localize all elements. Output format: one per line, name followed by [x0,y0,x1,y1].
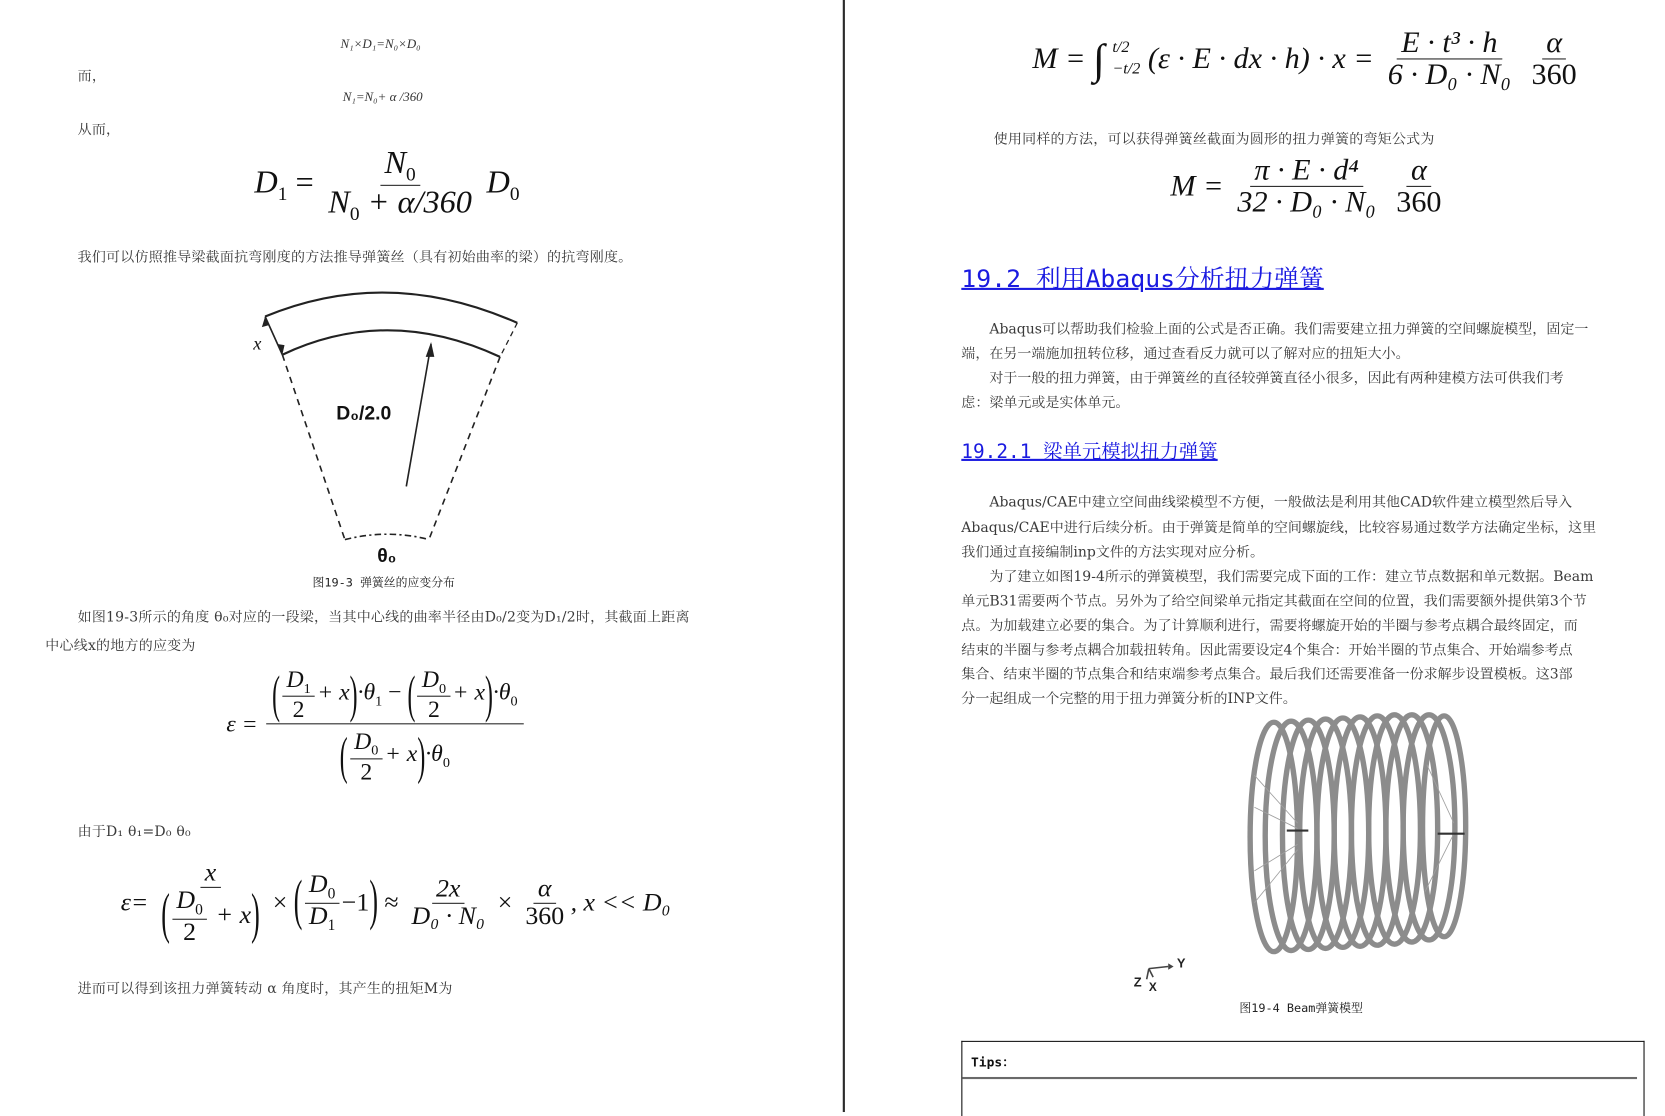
tips-box [961,1041,1644,1116]
paragraph-cae-line3: 我们通过直接编制inp文件的方法实现对应分析。 [961,544,1264,561]
heading-section-19-2[interactable]: 19.2 利用Abaqus分析扭力弹簧 [961,265,1324,294]
paragraph-since: 由于D₁ θ₁=D₀ θ₀ [77,824,191,841]
equation-d1: $D_1$ = $\frac{N_0}{N_0 + \alpha/360}$ $D_0$ [254,145,520,224]
label-x: x [253,333,262,354]
paragraph-cae-line1: Abaqus/CAE中建立空间曲线梁模型不方便，一般做法是利用其他CAD软件建立模型然后导入 [961,494,1573,511]
paragraph-cae-line4: 为了建立如图19-4所示的弹簧模型，我们需要完成下面的工作：建立节点数据和单元数据。Beam [961,569,1594,586]
equation-moment-integral: M = ∫ t/2 −t/2 (ε · E · dx · h) · x = $\frac{\text{E · t³ · h}}{\text{6 · D₀ · N₀}}$ $\frac{\alpha}{360}$ [1032,26,1577,92]
equation-n1d1: N₁×D₁=N₀×D₀ [340,36,421,51]
equation-approx: ε= x ( $\frac{D_0}{2}$ + x) × ( $\frac{D_0}{D_1}$ −1) ≈ $\frac{2x}{\text{D₀ · N₀}}$ × $\frac{\alpha}{360}$ , x << D₀ [120,859,671,947]
paragraph-cae-line8: 集合、结束半圈的节点集合和结束端参考点集合。最后我们还需要准备一份求解步设置模板。这3部 [961,666,1573,683]
right-page [847,0,1665,1112]
text-er: 而， [77,69,107,85]
paragraph-abaqus-line3: 对于一般的扭力弹簧，由于弹簧丝的直径较弹簧直径小很多，因此有两种建模方法可供我们考 [961,370,1564,387]
paragraph-same-method: 使用同样的方法，可以获得弹簧丝截面为圆形的扭力弹簧的弯矩公式为 [993,131,1435,148]
paragraph-cae-line9: 分一起组成一个完整的用于扭力弹簧分析的INP文件。 [961,691,1297,708]
figure-strain-distribution [237,278,539,575]
figure-caption-19-3: 图19-3 弹簧丝的应变分布 [312,575,455,590]
paragraph-abaqus-line1: Abaqus可以帮助我们检验上面的公式是否正确。我们需要建立扭力弹簧的空间螺旋模型，固定一 [961,321,1589,338]
heading-section-19-2-1[interactable]: 19.2.1 梁单元模拟扭力弹簧 [961,440,1218,464]
tips-label: Tips： [971,1054,1016,1070]
paragraph-torque: 进而可以得到该扭力弹簧转动 α 角度时，其产生的扭矩M为 [77,981,453,998]
axis-label-y: Y [1176,955,1186,971]
equation-moment-circular: M = $\frac{\text{π · E · d⁴}}{\text{32 · D₀ · N₀}}$ $\frac{\alpha}{360}$ [1170,154,1442,220]
paragraph-strain-line1: 如图19-3所示的角度 θ₀对应的一段梁，当其中心线的曲率半径由D₀/2变为D₁/2时，其截面上距离 [77,609,690,626]
paragraph-cae-line7: 结束的半圈与参考点耦合加载扭转角。因此需要设定4个集合：开始半圈的节点集合、开始端参考点 [961,642,1573,659]
label-theta0: θ₀ [377,544,397,567]
paragraph-abaqus-line2: 端，在另一端施加扭转位移，通过查看反力就可以了解对应的扭矩大小。 [961,346,1410,363]
paragraph-strain-line2: 中心线x的地方的应变为 [45,638,196,655]
figure-beam-spring-model [1244,712,1470,962]
text-congeer: 从而， [77,122,121,139]
axis-label-z: Z [1133,975,1142,990]
equation-strain: ε = ( $\frac{D_1}{2}$ + $x)\cdot\theta_1$ − ( $\frac{D_0}{2}$ + $x)\cdot\theta_0$ ( $\frac{D_0}{2}$ + $x)\cdot\theta_0$ [226,665,526,784]
paragraph-cae-line5: 单元B31需要两个节点。另外为了给空间梁单元指定其截面在空间的位置，我们需要额外提供第3个节 [961,593,1587,610]
paragraph-abaqus-line4: 虑：梁单元或是实体单元。 [961,395,1130,412]
equation-n1: N₁=N₀+ α /360 [342,89,423,105]
paragraph-cae-line6: 点。为加载建立必要的集合。为了计算顺利进行，需要将螺旋开始的半圈与参考点耦合最终固定，而 [961,618,1578,635]
page-divider [843,0,845,1112]
label-radius: D₀/2.0 [336,402,392,424]
figure-caption-19-4: 图19-4 Beam弹簧模型 [1239,1001,1363,1016]
axis-label-x: X [1148,981,1157,995]
paragraph-cae-line2: Abaqus/CAE中进行后续分析。由于弹簧是简单的空间螺旋线，比较容易通过数学方法确定坐标，这里 [961,520,1597,537]
tips-divider [962,1077,1637,1079]
paragraph-stiffness: 我们可以仿照推导梁截面抗弯刚度的方法推导弹簧丝（具有初始曲率的梁）的抗弯刚度。 [77,249,633,266]
